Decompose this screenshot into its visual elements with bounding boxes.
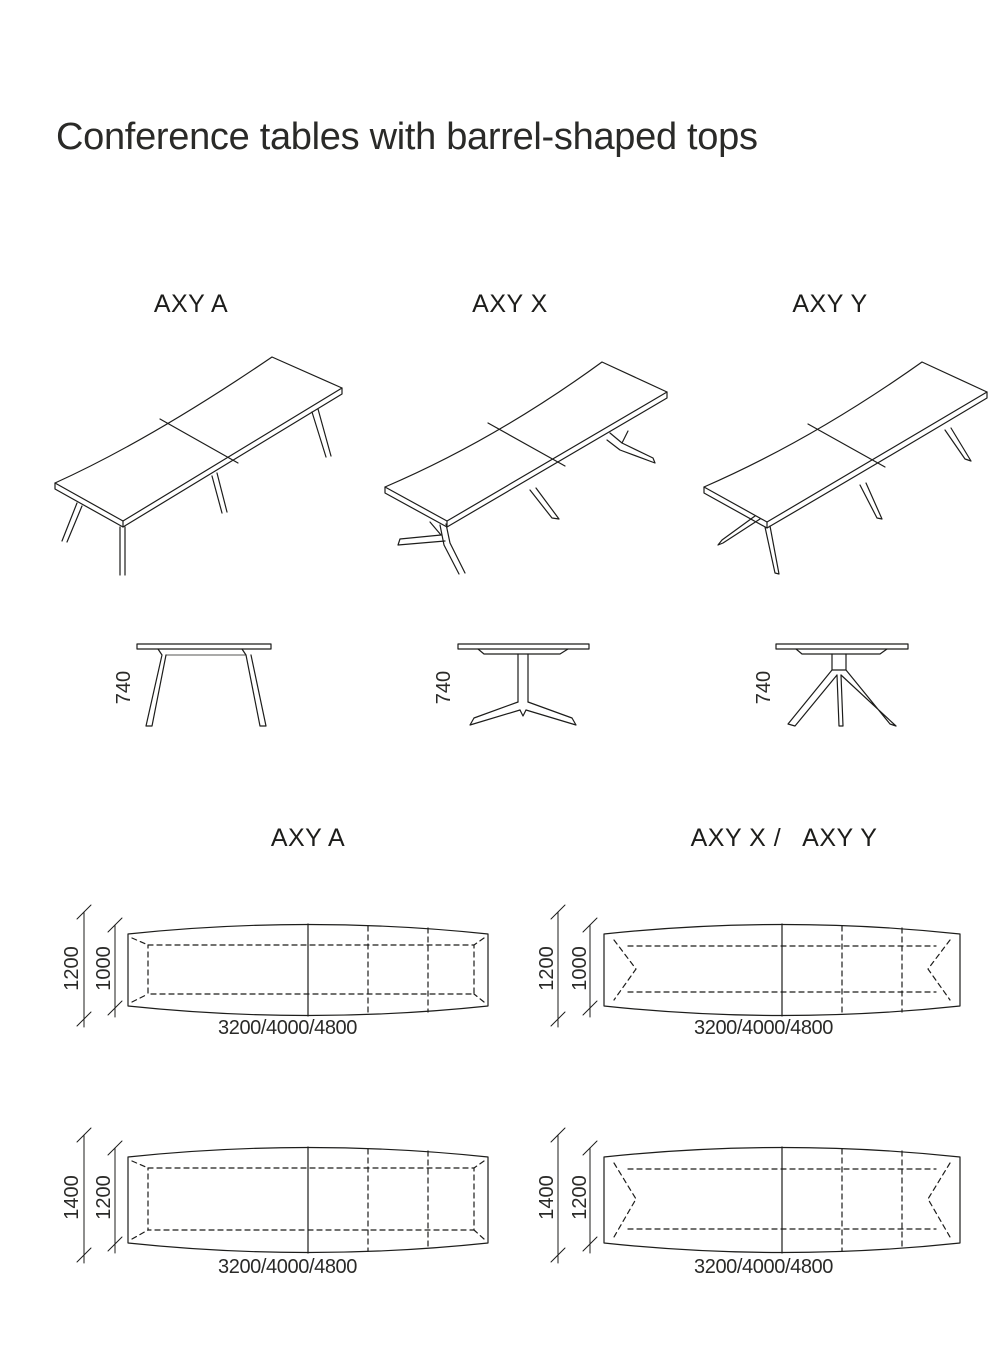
plan-right-top-inner-width: 1000 — [568, 946, 591, 991]
plan-right-bottom-length: 3200/4000/4800 — [694, 1256, 833, 1278]
axy-y-side-elevation — [776, 644, 908, 726]
plan-left-top-length: 3200/4000/4800 — [218, 1017, 357, 1039]
axy-y-height-label: 740 — [753, 670, 776, 705]
axy-x-height-label: 740 — [433, 670, 456, 705]
plan-left-top-outer-width: 1200 — [60, 946, 83, 991]
axy-a-perspective-drawing — [55, 357, 342, 575]
plan-left-label: AXY A — [270, 824, 346, 852]
plan-left-bottom-length: 3200/4000/4800 — [218, 1256, 357, 1278]
plan-right-top-drawing — [551, 905, 960, 1027]
plan-right-bottom-inner-width: 1200 — [568, 1175, 591, 1220]
axy-a-side-elevation — [137, 644, 271, 726]
axy-x-perspective-drawing — [385, 362, 667, 574]
axy-x-perspective-label: AXY X — [472, 290, 548, 318]
plan-right-bottom-drawing — [551, 1128, 960, 1263]
plan-left-bottom-inner-width: 1200 — [92, 1175, 115, 1220]
plan-left-top-drawing — [77, 905, 488, 1027]
plan-left-bottom-drawing — [77, 1128, 488, 1263]
axy-y-perspective-drawing — [704, 362, 987, 574]
plan-left-top-inner-width: 1000 — [92, 946, 115, 991]
axy-a-perspective-label: AXY A — [153, 290, 229, 318]
axy-a-height-label: 740 — [113, 670, 136, 705]
axy-x-side-elevation — [458, 644, 589, 725]
page-title: Conference tables with barrel-shaped tops — [56, 116, 758, 158]
plan-right-top-length: 3200/4000/4800 — [694, 1017, 833, 1039]
plan-right-top-outer-width: 1200 — [535, 946, 558, 991]
plan-left-bottom-outer-width: 1400 — [60, 1175, 83, 1220]
plan-right-label: AXY X / AXY Y — [690, 824, 878, 852]
axy-y-perspective-label: AXY Y — [792, 290, 868, 318]
plan-right-bottom-outer-width: 1400 — [535, 1175, 558, 1220]
